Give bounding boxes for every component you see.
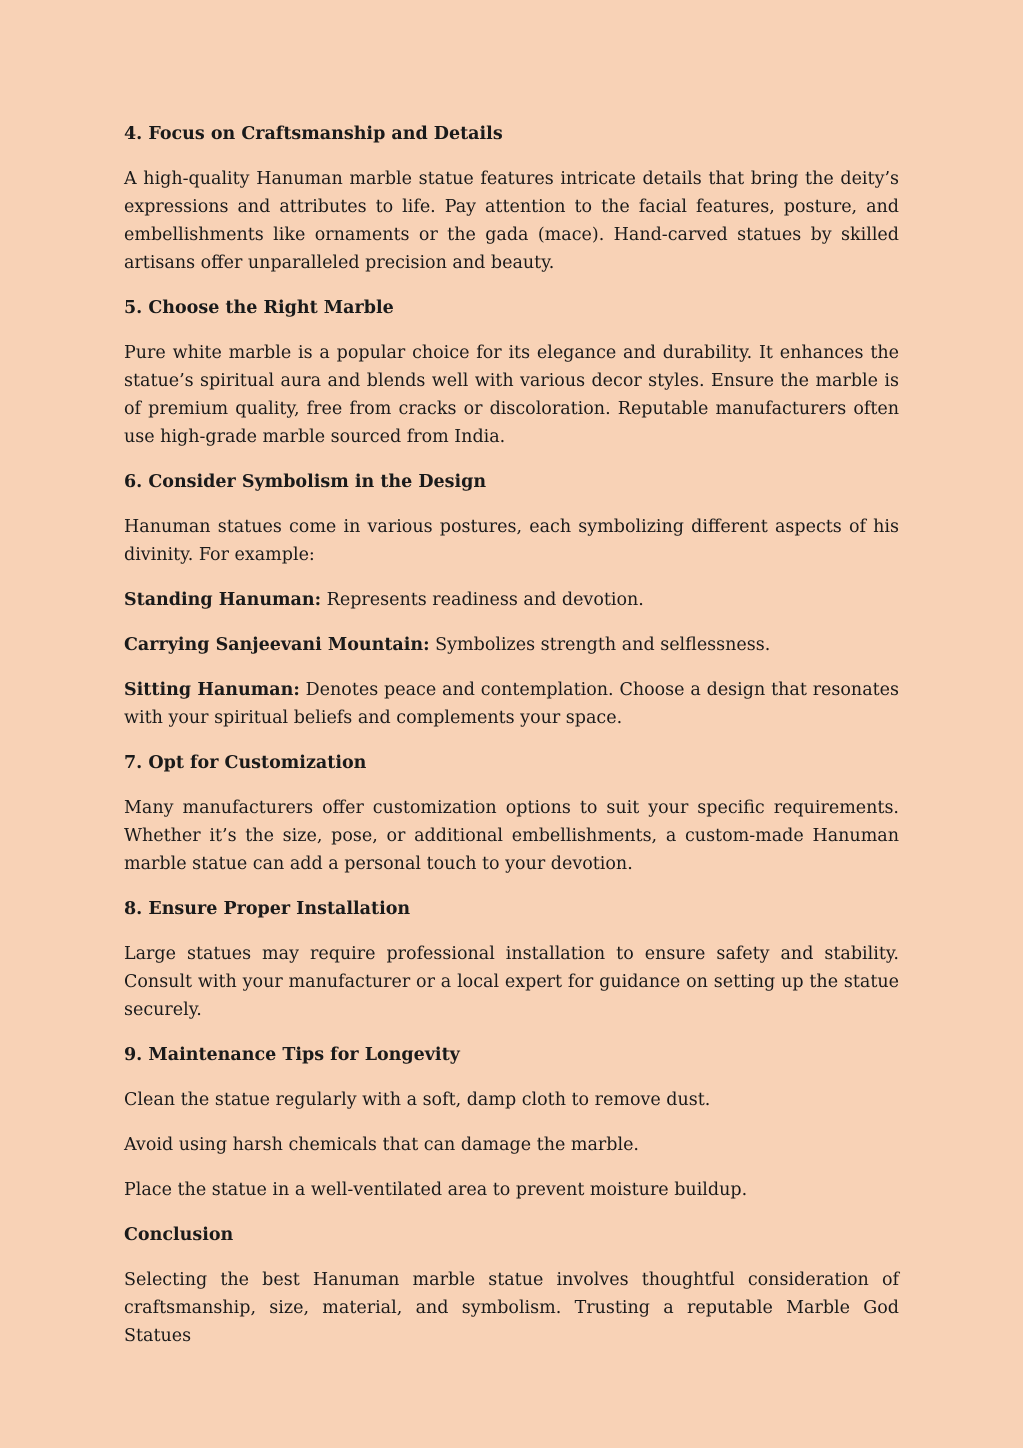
section-heading-conclusion: Conclusion [124, 1225, 234, 1245]
section-paragraph-installation: Large statues may require professional installation to ensure safety and stability. Consult with your manufacturer or a local expert for guidance on setting up the statue securely. [124, 944, 899, 1020]
section-heading-craftsmanship: 4. Focus on Craftsmanship and Details [124, 124, 503, 144]
section-paragraph-customization: Many manufacturers offer customization options to suit your specific requirements. Whether it’s the size, pose, or additional embellishments, a custom-made Hanuman marble statue can add a personal touch to your devotion. [124, 798, 899, 874]
section-paragraph-marble: Pure white marble is a popular choice for its elegance and durability. It enhances the statue’s spiritual aura and blends well with various decor styles. Ensure the marble is of premium quality, free from cracks or discoloration. Reputable manufacturers often use high-grade marble sourced from India. [124, 343, 899, 447]
symbolism-item-text: Represents readiness and devotion. [321, 590, 644, 610]
symbolism-item-sitting [124, 676, 899, 732]
symbolism-item-text: Symbolizes strength and selflessness. [429, 635, 771, 655]
section-heading-customization: 7. Opt for Customization [124, 753, 367, 773]
section-heading-symbolism: 6. Consider Symbolism in the Design [124, 472, 487, 492]
symbolism-item-label: Standing Hanuman: [124, 590, 322, 610]
symbolism-item-carrying [124, 631, 899, 659]
symbolism-item-standing [124, 586, 899, 614]
section-paragraph-craftsmanship: A high-quality Hanuman marble statue features intricate details that bring the deity’s expressions and attributes to life. Pay attention to the facial features, posture, and embellishments like ornaments or the gada (mace). Hand-carved statues by skilled artisans offer unparalleled precision and beauty. [124, 169, 899, 273]
symbolism-item-label: Sitting Hanuman: [124, 680, 300, 700]
maintenance-tip: Clean the statue regularly with a soft, damp cloth to remove dust. [124, 1090, 711, 1110]
section-paragraph-symbolism: Hanuman statues come in various postures, each symbolizing different aspects of his divinity. For example: [124, 517, 899, 565]
maintenance-tip: Avoid using harsh chemicals that can damage the marble. [124, 1135, 639, 1155]
symbolism-item-label: Carrying Sanjeevani Mountain: [124, 635, 430, 655]
document-content [124, 120, 899, 1350]
section-paragraph-conclusion: Selecting the best Hanuman marble statue involves thoughtful consideration of craftsmanship, size, material, and symbolism. Trusting a reputable Marble God Statues [124, 1270, 899, 1346]
section-heading-installation: 8. Ensure Proper Installation [124, 899, 411, 919]
maintenance-tip: Place the statue in a well-ventilated area to prevent moisture buildup. [124, 1180, 748, 1200]
section-heading-marble: 5. Choose the Right Marble [124, 298, 394, 318]
symbolism-item-text: Denotes peace and contemplation. Choose a design that resonates with your spiritual beliefs and complements your space. [124, 680, 900, 728]
section-heading-maintenance: 9. Maintenance Tips for Longevity [124, 1045, 460, 1065]
